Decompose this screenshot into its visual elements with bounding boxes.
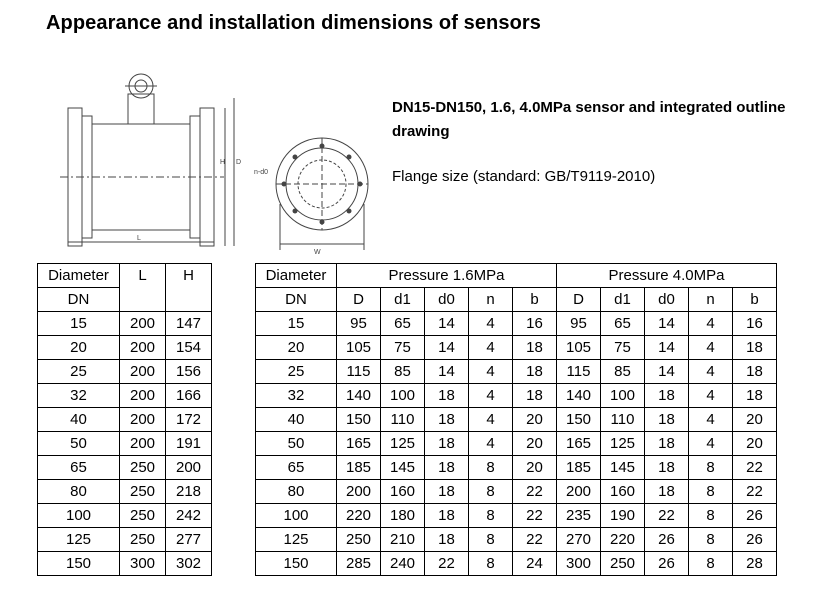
table-cell: 8 (689, 480, 733, 504)
table-cell: 4 (689, 408, 733, 432)
subheader-cell: n (469, 288, 513, 312)
table-cell: 160 (601, 480, 645, 504)
table-row (38, 504, 212, 528)
table-cell: 18 (513, 336, 557, 360)
subheader-cell: b (733, 288, 777, 312)
table-row (256, 432, 777, 456)
table-cell: 18 (425, 528, 469, 552)
table-row (38, 552, 212, 576)
table-cell: 185 (337, 456, 381, 480)
header-pressure-1-6: Pressure 1.6MPa (337, 264, 557, 288)
table-gap (210, 263, 256, 576)
table-cell: 8 (469, 552, 513, 576)
table-cell: 200 (120, 432, 166, 456)
table-cell: 242 (166, 504, 212, 528)
table-cell: 32 (38, 384, 120, 408)
table-cell: 145 (381, 456, 425, 480)
table-cell: 166 (166, 384, 212, 408)
header-diameter: Diameter (38, 264, 120, 288)
table-cell: 20 (513, 432, 557, 456)
table-cell: 105 (557, 336, 601, 360)
table-row (38, 336, 212, 360)
table-cell: 200 (120, 336, 166, 360)
header-H: H (166, 264, 212, 312)
table-cell: 250 (337, 528, 381, 552)
table-cell: 20 (513, 456, 557, 480)
table-cell: 4 (689, 336, 733, 360)
table-cell: 16 (513, 312, 557, 336)
table-cell: 100 (38, 504, 120, 528)
table-cell: 80 (256, 480, 337, 504)
table-cell: 22 (513, 480, 557, 504)
table-cell: 285 (337, 552, 381, 576)
table-cell: 160 (381, 480, 425, 504)
table-cell: 14 (645, 336, 689, 360)
table-cell: 18 (513, 384, 557, 408)
table-cell: 65 (601, 312, 645, 336)
table-row (256, 504, 777, 528)
table-cell: 85 (381, 360, 425, 384)
table-cell: 8 (689, 552, 733, 576)
table-cell: 105 (337, 336, 381, 360)
table-cell: 4 (469, 312, 513, 336)
table-cell: 28 (733, 552, 777, 576)
table-cell: 16 (733, 312, 777, 336)
table-cell: 18 (425, 456, 469, 480)
table-cell: 210 (381, 528, 425, 552)
table-cell: 14 (645, 360, 689, 384)
table-cell: 22 (733, 480, 777, 504)
subheader-cell: d1 (601, 288, 645, 312)
table-cell: 8 (689, 504, 733, 528)
table-cell: 250 (601, 552, 645, 576)
table-cell: 200 (120, 360, 166, 384)
table-cell: 110 (381, 408, 425, 432)
table-row (38, 384, 212, 408)
table-cell: 190 (601, 504, 645, 528)
table-cell: 4 (689, 312, 733, 336)
table-cell: 200 (557, 480, 601, 504)
table-cell: 8 (469, 456, 513, 480)
table-cell: 165 (557, 432, 601, 456)
label-W: W (314, 249, 321, 256)
table-cell: 22 (733, 456, 777, 480)
table-cell: 8 (689, 528, 733, 552)
table-cell: 4 (469, 432, 513, 456)
table-cell: 115 (557, 360, 601, 384)
table-cell: 147 (166, 312, 212, 336)
table-cell: 15 (38, 312, 120, 336)
table-cell: 110 (601, 408, 645, 432)
subheader-cell: d0 (645, 288, 689, 312)
table-cell: 26 (645, 552, 689, 576)
table-cell: 18 (425, 504, 469, 528)
table-cell: 32 (256, 384, 337, 408)
table-cell: 20 (733, 408, 777, 432)
table-row (38, 360, 212, 384)
table-row (38, 312, 212, 336)
table-cell: 8 (469, 504, 513, 528)
table-cell: 125 (381, 432, 425, 456)
table-cell: 18 (425, 432, 469, 456)
table-cell: 220 (601, 528, 645, 552)
table-cell: 18 (645, 456, 689, 480)
table-cell: 277 (166, 528, 212, 552)
table-cell: 18 (645, 408, 689, 432)
table-cell: 154 (166, 336, 212, 360)
page-title: Appearance and installation dimensions of sensors (46, 12, 542, 34)
table-cell: 250 (120, 528, 166, 552)
table-cell: 300 (120, 552, 166, 576)
table-cell: 24 (513, 552, 557, 576)
subheader-cell: b (513, 288, 557, 312)
table-row (256, 456, 777, 480)
table-cell: 18 (645, 384, 689, 408)
table-cell: 14 (645, 312, 689, 336)
table-cell: 200 (337, 480, 381, 504)
table-cell: 150 (256, 552, 337, 576)
table-cell: 4 (469, 360, 513, 384)
table-cell: 95 (557, 312, 601, 336)
table-cell: 75 (601, 336, 645, 360)
table-row (256, 480, 777, 504)
table-cell: 15 (256, 312, 337, 336)
table-cell: 140 (557, 384, 601, 408)
table-cell: 20 (256, 336, 337, 360)
table-cell: 50 (38, 432, 120, 456)
table-cell: 180 (381, 504, 425, 528)
subheader-cell: d1 (381, 288, 425, 312)
table-cell: 25 (38, 360, 120, 384)
table-cell: 18 (425, 480, 469, 504)
header-dn: DN (256, 288, 337, 312)
table-cell: 100 (601, 384, 645, 408)
label-H: H (220, 159, 226, 166)
header-diameter: Diameter (256, 264, 337, 288)
table-cell: 65 (38, 456, 120, 480)
table-cell: 18 (425, 384, 469, 408)
table-row (256, 552, 777, 576)
table-cell: 300 (557, 552, 601, 576)
table-cell: 40 (38, 408, 120, 432)
subheader-cell: d0 (425, 288, 469, 312)
table-cell: 14 (425, 312, 469, 336)
table-cell: 14 (425, 360, 469, 384)
table-cell: 100 (256, 504, 337, 528)
table-cell: 18 (733, 336, 777, 360)
table-cell: 20 (733, 432, 777, 456)
table-cell: 125 (601, 432, 645, 456)
table-cell: 220 (337, 504, 381, 528)
table-row (256, 528, 777, 552)
table-cell: 26 (733, 528, 777, 552)
table-cell: 14 (425, 336, 469, 360)
table-cell: 200 (120, 408, 166, 432)
table-cell: 100 (381, 384, 425, 408)
header-L: L (120, 264, 166, 312)
table-row (256, 360, 777, 384)
table-cell: 165 (337, 432, 381, 456)
table-cell: 140 (337, 384, 381, 408)
label-D: D (236, 159, 242, 166)
table-cell: 22 (425, 552, 469, 576)
table-cell: 240 (381, 552, 425, 576)
table-row (256, 312, 777, 336)
table-cell: 25 (256, 360, 337, 384)
table-cell: 8 (689, 456, 733, 480)
table-cell: 26 (733, 504, 777, 528)
table-cell: 75 (381, 336, 425, 360)
table-cell: 22 (513, 504, 557, 528)
table-cell: 4 (469, 408, 513, 432)
table-cell: 18 (645, 480, 689, 504)
table-cell: 200 (166, 456, 212, 480)
table-cell: 85 (601, 360, 645, 384)
table-cell: 18 (733, 360, 777, 384)
table-cell: 200 (120, 312, 166, 336)
table-cell: 8 (469, 528, 513, 552)
table-cell: 18 (645, 432, 689, 456)
header-pressure-4-0: Pressure 4.0MPa (557, 264, 777, 288)
label-L: L (137, 235, 141, 242)
table-cell: 22 (513, 528, 557, 552)
table-row (38, 528, 212, 552)
table-cell: 20 (38, 336, 120, 360)
table-cell: 65 (256, 456, 337, 480)
table-row (38, 480, 212, 504)
table-cell: 145 (601, 456, 645, 480)
table-row (256, 408, 777, 432)
table-cell: 40 (256, 408, 337, 432)
table-cell: 250 (120, 504, 166, 528)
subheader-cell: D (337, 288, 381, 312)
flange-table (255, 263, 777, 576)
table-cell: 150 (337, 408, 381, 432)
table-cell: 18 (425, 408, 469, 432)
table-cell: 302 (166, 552, 212, 576)
table-cell: 156 (166, 360, 212, 384)
table-cell: 4 (689, 432, 733, 456)
table-cell: 270 (557, 528, 601, 552)
table-cell: 65 (381, 312, 425, 336)
header-dn: DN (38, 288, 120, 312)
table-row (256, 336, 777, 360)
table-cell: 172 (166, 408, 212, 432)
table-cell: 80 (38, 480, 120, 504)
table-cell: 125 (38, 528, 120, 552)
label-n-d0: n-d0 (254, 169, 269, 176)
table-cell: 22 (645, 504, 689, 528)
table-cell: 18 (513, 360, 557, 384)
table-cell: 235 (557, 504, 601, 528)
table-cell: 4 (689, 360, 733, 384)
table-cell: 4 (469, 336, 513, 360)
table-cell: 26 (645, 528, 689, 552)
dimension-table (37, 263, 212, 576)
subheader-cell: D (557, 288, 601, 312)
table-cell: 218 (166, 480, 212, 504)
flange-standard-note: Flange size (standard: GB/T9119-2010) (392, 168, 656, 185)
table-cell: 185 (557, 456, 601, 480)
table-cell: 200 (120, 384, 166, 408)
subheader-cell: n (689, 288, 733, 312)
drawing-description: DN15-DN150, 1.6, 4.0MPa sensor and integrated outline drawing (392, 99, 786, 140)
table-cell: 150 (557, 408, 601, 432)
table-cell: 125 (256, 528, 337, 552)
table-cell: 20 (513, 408, 557, 432)
table-cell: 8 (469, 480, 513, 504)
table-cell: 250 (120, 456, 166, 480)
sensor-outline-drawing (40, 64, 385, 260)
table-row (38, 408, 212, 432)
table-row (256, 384, 777, 408)
table-cell: 250 (120, 480, 166, 504)
table-cell: 191 (166, 432, 212, 456)
table-row (38, 456, 212, 480)
table-cell: 4 (469, 384, 513, 408)
table-cell: 150 (38, 552, 120, 576)
table-cell: 18 (733, 384, 777, 408)
table-cell: 50 (256, 432, 337, 456)
table-cell: 115 (337, 360, 381, 384)
table-row (38, 432, 212, 456)
table-cell: 4 (689, 384, 733, 408)
table-cell: 95 (337, 312, 381, 336)
